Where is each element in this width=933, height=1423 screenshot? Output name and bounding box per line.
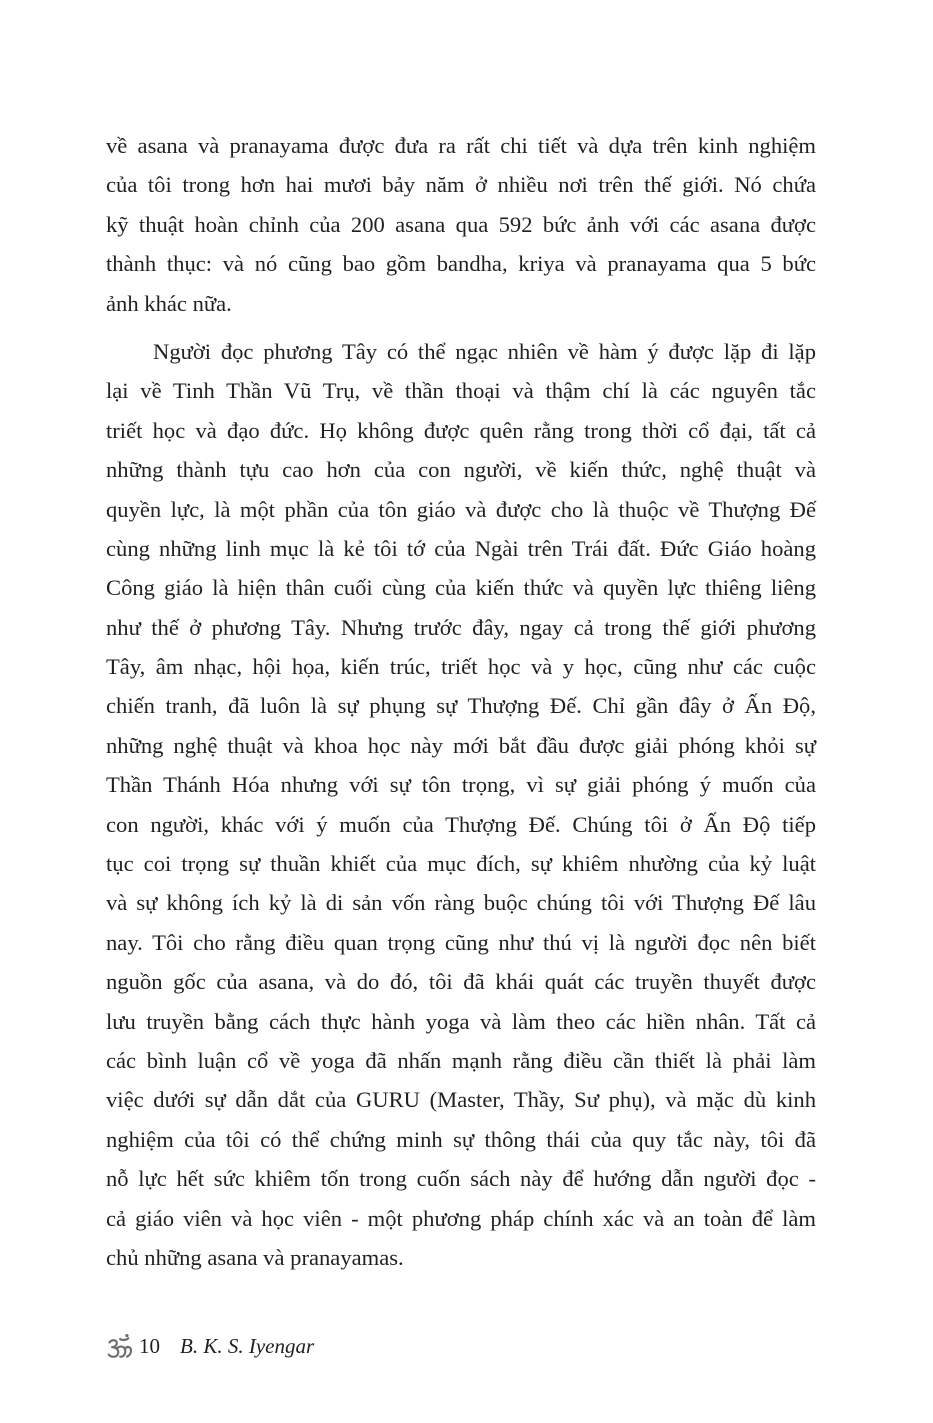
- text-line: thành thục: và nó cũng bao gồm bandha, kriya và pranayama qua 5 bức: [106, 251, 816, 277]
- text-line: như thế ở phương Tây. Nhưng trước đây, ngay cả trong thế giới phương: [106, 614, 816, 640]
- text-line: của tôi trong hơn hai mươi bảy năm ở nhiều nơi trên thế giới. Nó chứa: [106, 172, 816, 198]
- text-line: quyền lực, là một phần của tôn giáo và được cho là thuộc về Thượng Đế: [106, 496, 816, 522]
- text-line: các bình luận cổ về yoga đã nhấn mạnh rằng điều cần thiết là phải làm: [106, 1047, 816, 1073]
- page-number: 10: [139, 1333, 160, 1358]
- text-line: lại về Tinh Thần Vũ Trụ, về thần thoại và thậm chí là các nguyên tắc: [106, 378, 816, 404]
- text-line: chiến tranh, đã luôn là sự phụng sự Thượng Đế. Chỉ gần đây ở Ấn Độ,: [106, 693, 816, 719]
- text-line: những thành tựu cao hơn của con người, về kiến thức, nghệ thuật và: [106, 457, 816, 483]
- paragraph-spacing: [106, 323, 816, 332]
- paragraph-1: [106, 126, 816, 323]
- text-line: việc dưới sự dẫn dắt của GURU (Master, Thầy, Sư phụ), và mặc dù kinh: [106, 1087, 816, 1113]
- text-line: những nghệ thuật và khoa học này mới bắt đầu được giải phóng khỏi sự: [106, 732, 816, 758]
- page-footer: [106, 1331, 314, 1361]
- paragraph-2: [106, 332, 816, 1277]
- text-line: Công giáo là hiện thân cuối cùng của kiến thức và quyền lực thiêng liêng: [106, 575, 816, 601]
- text-line: kỹ thuật hoàn chỉnh của 200 asana qua 592 bức ảnh với các asana được: [106, 211, 816, 237]
- text-line: ảnh khác nữa.: [106, 290, 232, 316]
- om-symbol-icon: [106, 1333, 133, 1360]
- text-line: chủ những asana và pranayamas.: [106, 1244, 404, 1270]
- text-line: nghiệm của tôi có thể chứng minh sự thông thái của quy tắc này, tôi đã: [106, 1126, 816, 1152]
- text-line: cùng những linh mục là kẻ tôi tớ của Ngài trên Trái đất. Đức Giáo hoàng: [106, 535, 816, 561]
- text-line: nguồn gốc của asana, và do đó, tôi đã khái quát các truyền thuyết được: [106, 969, 816, 995]
- text-line: cả giáo viên và học viên - một phương pháp chính xác và an toàn để làm: [106, 1205, 816, 1231]
- text-line: triết học và đạo đức. Họ không được quên rằng trong thời cổ đại, tất cả: [106, 417, 816, 443]
- text-line: và sự không ích kỷ là di sản vốn ràng buộc chúng tôi với Thượng Đế lâu: [106, 890, 816, 916]
- text-line: Thần Thánh Hóa nhưng với sự tôn trọng, vì sự giải phóng ý muốn của: [106, 772, 816, 798]
- text-line: nỗ lực hết sức khiêm tốn trong cuốn sách này để hướng dẫn người đọc -: [106, 1166, 816, 1192]
- page-body: [106, 126, 816, 1277]
- author-name: B. K. S. Iyengar: [180, 1333, 315, 1358]
- text-line: lưu truyền bằng cách thực hành yoga và làm theo các hiền nhân. Tất cả: [106, 1008, 816, 1034]
- text-line: con người, khác với ý muốn của Thượng Đế. Chúng tôi ở Ấn Độ tiếp: [106, 811, 816, 837]
- text-line: tục coi trọng sự thuần khiết của mục đích, sự khiêm nhường của kỷ luật: [106, 851, 816, 877]
- text-line: Tây, âm nhạc, hội họa, kiến trúc, triết học và y học, cũng như các cuộc: [106, 654, 816, 680]
- text-line: nay. Tôi cho rằng điều quan trọng cũng như thú vị là người đọc nên biết: [106, 929, 816, 955]
- text-line: về asana và pranayama được đưa ra rất chi tiết và dựa trên kinh nghiệm: [106, 133, 816, 158]
- text-line: Người đọc phương Tây có thể ngạc nhiên về hàm ý được lặp đi lặp: [153, 338, 816, 364]
